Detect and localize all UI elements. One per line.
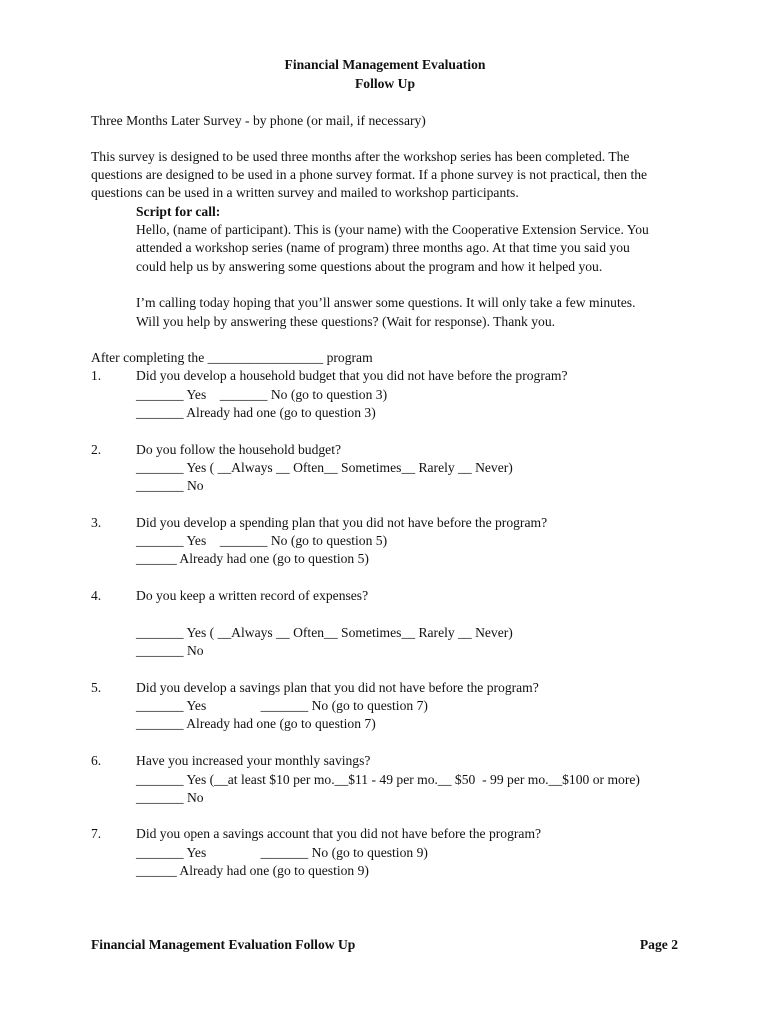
answer-option: _______ Yes (__at least $10 per mo.__$11 - 49 per mo.__ $50 - 99 per mo.__$100 or more) [136,772,640,787]
intro-line: This survey is designed to be used three months after the workshop series has been completed. The [91,149,630,164]
question-number: 5. [91,680,102,695]
question-number: 3. [91,515,102,530]
script-line: attended a workshop series (name of program) three months ago. At that time you said you [136,240,630,255]
after-completing-line: After completing the _________________ program [91,350,373,365]
answer-option: _______ Yes _______ No (go to question 7) [136,698,428,713]
question-text: Do you follow the household budget? [136,442,342,457]
script-heading: Script for call: [136,204,221,219]
question-text: Have you increased your monthly savings? [136,753,371,768]
intro-line: questions are designed to be used in a phone survey format. If a phone survey is not practical, then the [91,167,648,182]
script-line: could help us by answering some questions about the program and how it helped you. [136,259,603,274]
document-title: Financial Management Evaluation [284,57,486,72]
answer-option: _______ Yes _______ No (go to question 3) [136,387,388,402]
answer-option: _______ No [136,790,204,805]
document-subtitle: Follow Up [354,76,416,91]
answer-option: _______ No [136,643,204,658]
script-line: I’m calling today hoping that you’ll answer some questions. It will only take a few minutes. [136,295,636,310]
answer-option: _______ Yes _______ No (go to question 5) [136,533,388,548]
intro-line: questions can be used in a written survey and mailed to workshop participants. [91,185,519,200]
script-line: Will you help by answering these questions? (Wait for response). Thank you. [136,314,556,329]
answer-option: _______ Yes ( __Always __ Often__ Sometimes__ Rarely __ Never) [136,625,513,640]
answer-option: _______ Already had one (go to question 3) [136,405,376,420]
answer-option: _______ Already had one (go to question 7) [136,716,376,731]
answer-option: _______ No [136,478,204,493]
question-number: 7. [91,826,102,841]
question-text: Did you open a savings account that you did not have before the program? [136,826,542,841]
survey-type: Three Months Later Survey - by phone (or mail, if necessary) [91,113,426,128]
answer-option: _______ Yes _______ No (go to question 9) [136,845,428,860]
answer-option: ______ Already had one (go to question 9) [136,863,369,878]
question-text: Did you develop a spending plan that you did not have before the program? [136,515,548,530]
answer-option: ______ Already had one (go to question 5) [136,551,369,566]
question-number: 4. [91,588,102,603]
question-text: Did you develop a household budget that you did not have before the program? [136,368,568,383]
page-number: Page 2 [639,937,678,952]
question-text: Did you develop a savings plan that you did not have before the program? [136,680,539,695]
question-number: 6. [91,753,102,768]
script-line: Hello, (name of participant). This is (your name) with the Cooperative Extension Service. You [136,222,649,237]
question-number: 1. [91,368,102,383]
question-number: 2. [91,442,102,457]
footer-title: Financial Management Evaluation Follow Up [91,937,356,952]
answer-option: _______ Yes ( __Always __ Often__ Sometimes__ Rarely __ Never) [136,460,513,475]
question-text: Do you keep a written record of expenses? [136,588,369,603]
